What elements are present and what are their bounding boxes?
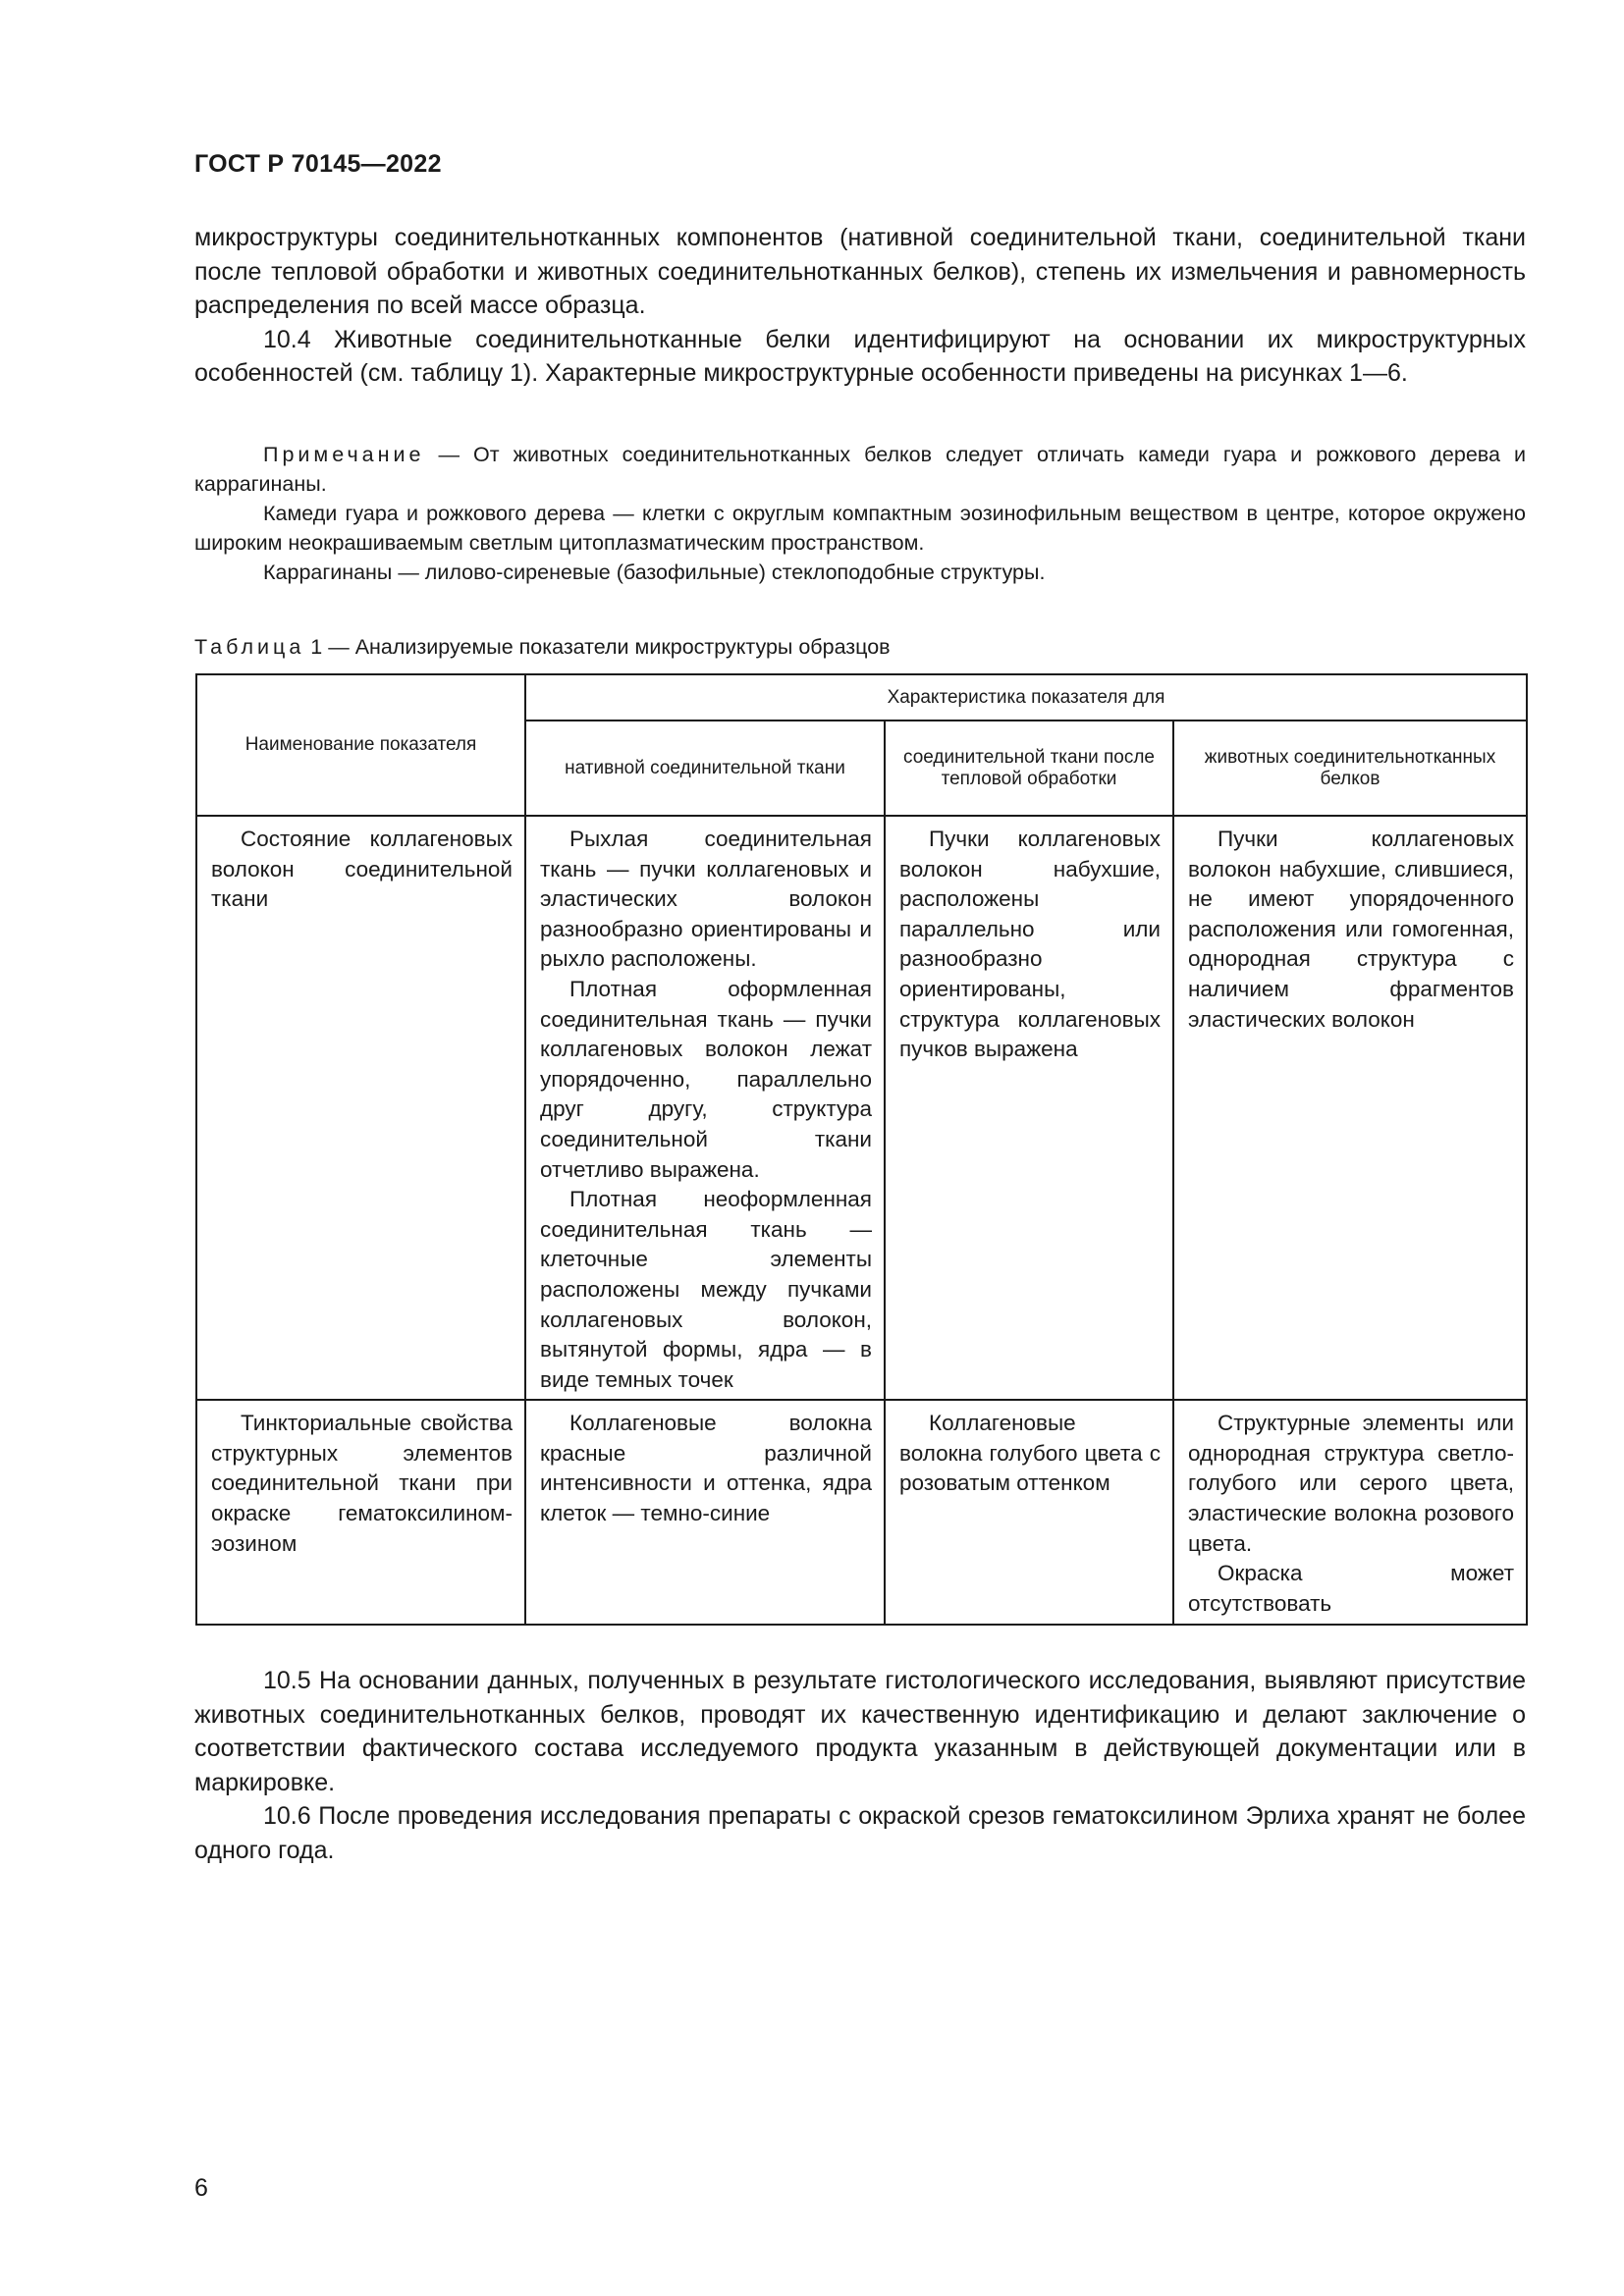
header-animal-proteins: животных соединительнотканных белков: [1173, 721, 1527, 816]
page-number: 6: [194, 2174, 208, 2202]
row2-native: Коллагеновые волокна красные различной интенсивности и оттенка, ядра клеток — темно-синие: [525, 1400, 885, 1625]
header-native-tissue: нативной соединительной ткани: [525, 721, 885, 816]
paragraph-continuation: микроструктуры соединительнотканных компонентов (нативной соединительной ткани, соединительной ткани после тепловой обработки и животных соединительнотканных белков), степень их измельчения и равномерность распределения по всей массе образца.: [194, 224, 1526, 319]
paragraph-10-4: 10.4 Животные соединительнотканные белки идентифицируют на основании их микроструктурных особенностей (см. таблицу 1). Характерные микроструктурные особенности приведены на рисунках 1—6.: [194, 325, 1526, 387]
note-block: [194, 440, 1526, 587]
row2-name: Тинкториальные свойства структурных элементов соединительной ткани при окраске гематоксилином-эозином: [196, 1400, 525, 1625]
header-heated-tissue: соединительной ткани после тепловой обработки: [885, 721, 1173, 816]
document-header: ГОСТ Р 70145—2022: [194, 150, 442, 178]
row2-heated: Коллагеновые волокна голубого цвета с розоватым оттенком: [885, 1400, 1173, 1625]
header-indicator-name: Наименование показателя: [196, 674, 525, 816]
paragraph-10-6: 10.6 После проведения исследования препараты с окраской срезов гематоксилином Эрлиха хранят не более одного года.: [194, 1802, 1526, 1864]
note-line-3: Каррагинаны — лилово-сиреневые (базофильные) стеклоподобные структуры.: [263, 561, 1046, 584]
closing-text: [194, 1664, 1526, 1867]
table-caption: Таблица 1 — Анализируемые показатели микроструктуры образцов: [194, 635, 891, 659]
row1-animal: Пучки коллагеновых волокон набухшие, слившиеся, не имеют упорядоченного расположения или гомогенная, однородная структура с наличием фрагментов эластических волокон: [1173, 816, 1527, 1400]
row1-heated: Пучки коллагеновых волокон набухшие, расположены параллельно или разнообразно ориентированы, структура коллагеновых пучков выражена: [885, 816, 1173, 1400]
note-label: Примечание: [263, 443, 425, 466]
intro-text: [194, 221, 1526, 391]
note-line-1: Примечание — От животных соединительнотканных белков следует отличать камеди гуара и рожкового дерева и каррагинаны.: [194, 443, 1526, 496]
row2-animal: Структурные элементы или однородная структура светло-голубого или серого цвета, эластические волокна розового цвета. Окраска может отсутствовать: [1173, 1400, 1527, 1625]
note-line-2: Камеди гуара и рожкового дерева — клетки с округлым компактным эозинофильным веществом в центре, которое окружено широким неокрашиваемым светлым цитоплазматическим пространством.: [194, 502, 1526, 555]
table-row: [196, 1400, 1527, 1625]
paragraph-10-5: 10.5 На основании данных, полученных в результате гистологического исследования, выявляют присутствие животных соединительнотканных белков, проводят их качественную идентификацию и делают заключение о соответствии фактического состава исследуемого продукта указанным в действующей документации или в маркировке.: [194, 1667, 1526, 1796]
row1-name: Состояние коллагеновых волокон соединительной ткани: [196, 816, 525, 1400]
header-characteristic-group: Характеристика показателя для: [525, 674, 1527, 721]
indicators-table: [195, 673, 1528, 1626]
table-row: [196, 816, 1527, 1400]
row1-native: Рыхлая соединительная ткань — пучки коллагеновых и эластических волокон разнообразно ориентированы и рыхло расположены. Плотная оформленная соединительная ткань — пучки коллагеновых волокон лежат упорядоченно, параллельно друг другу, структура соединительной ткани отчетливо выражена. Плотная неоформленная соединительная ткань — клеточные элементы расположены между пучками коллагеновых волокон, вытянутой формы, ядра — в виде темных точек: [525, 816, 885, 1400]
